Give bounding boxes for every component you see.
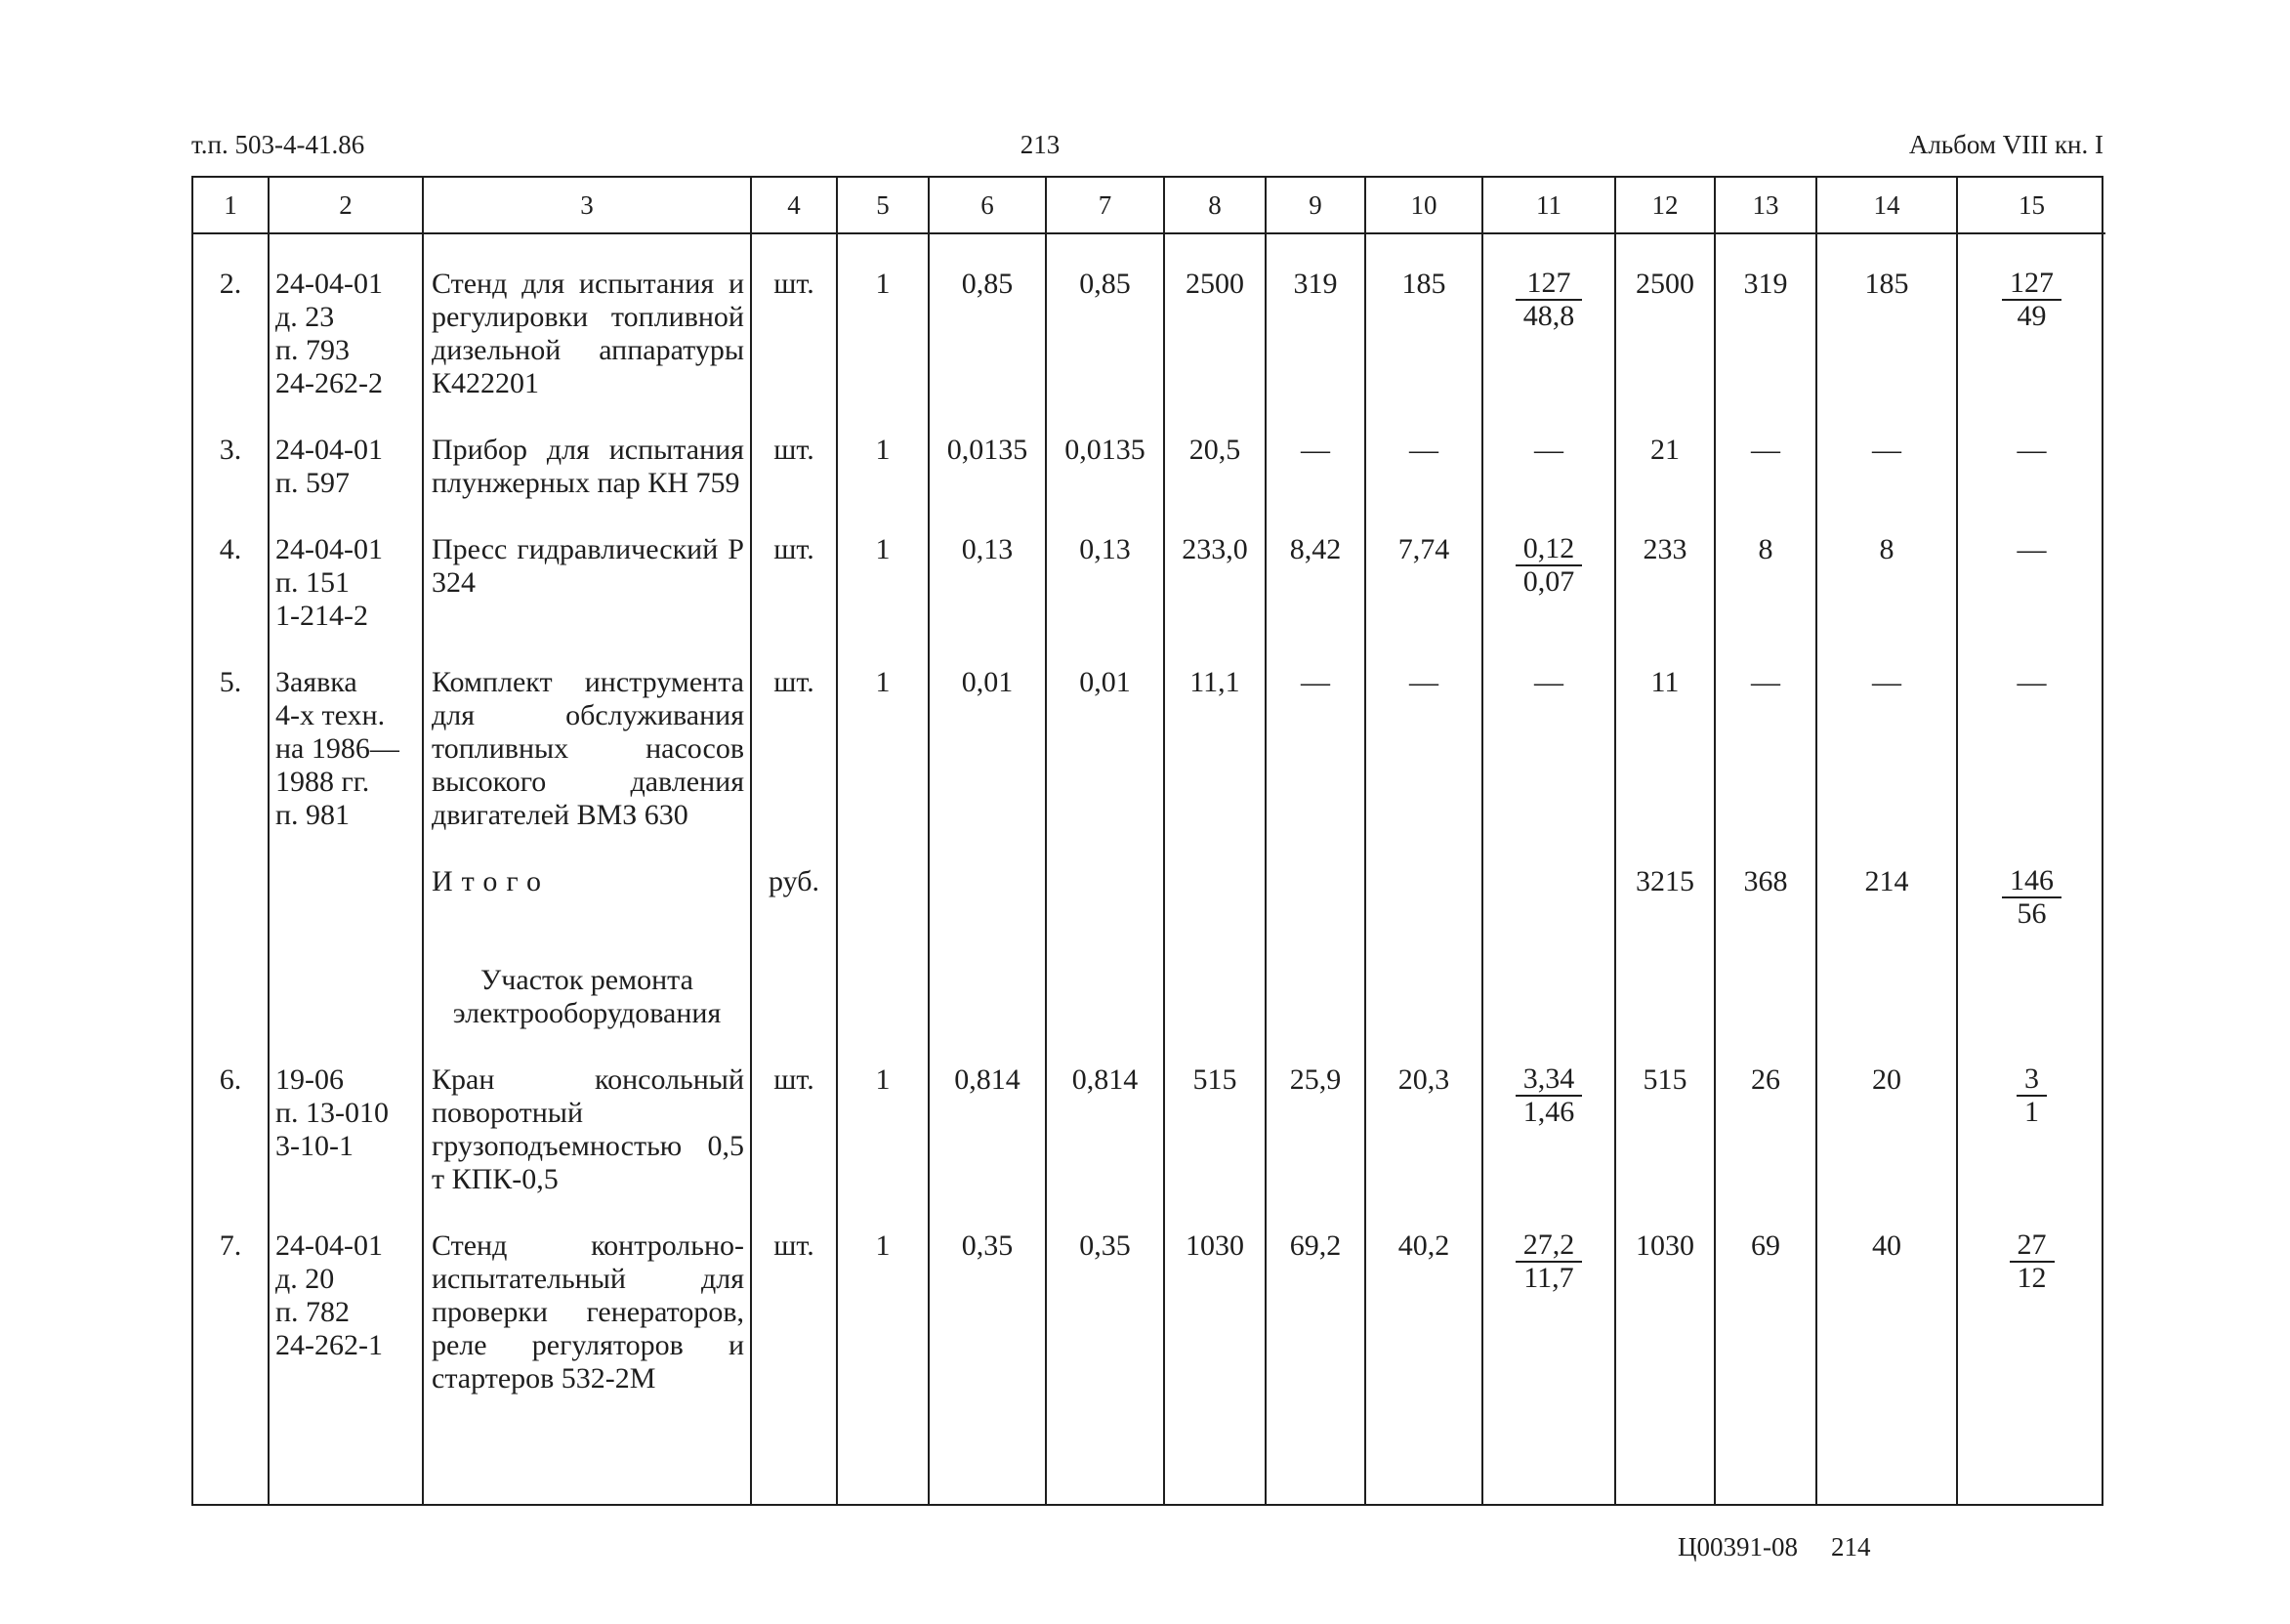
document-code: Ц00391-08 (1678, 1532, 1798, 1562)
total-cell-13: 368 (1715, 832, 1816, 931)
cell-11 (1482, 1196, 1615, 1395)
row-number: 6. (219, 1063, 242, 1096)
cell-12: 2500 (1615, 233, 1715, 400)
equipment-name: Стенд контрольно-испытательный для проверки генераторов, реле регуляторов и стартеров 532-2М (423, 1196, 751, 1395)
column-header: 12 (1615, 178, 1715, 233)
unit: шт. (751, 633, 837, 832)
price-code: 24-04-01 д. 23 п. 793 24-262-2 (269, 233, 423, 400)
equipment-table (191, 176, 2103, 1506)
quantity: 1 (837, 400, 929, 500)
price-code: 24-04-01 д. 20 п. 782 24-262-1 (269, 1196, 423, 1395)
row-number: 7. (219, 1229, 242, 1262)
cell-12: 11 (1615, 633, 1715, 832)
cell-6: 0,814 (929, 1030, 1046, 1196)
row-number: 2. (219, 268, 242, 300)
total-cell-12: 3215 (1615, 832, 1715, 931)
fraction-value: $\frac{146}{56}$ (2002, 865, 2061, 930)
album-label: Альбом VIII кн. I (1908, 130, 2103, 159)
section-title: Участок ремонта электрооборудования (423, 931, 751, 1030)
column-header: 7 (1046, 178, 1164, 233)
cell-10: 185 (1365, 233, 1482, 400)
column-header: 14 (1816, 178, 1957, 233)
cell-7: 0,01 (1046, 633, 1164, 832)
cell-7: 0,85 (1046, 233, 1164, 400)
column-header: 3 (423, 178, 751, 233)
column-header: 11 (1482, 178, 1615, 233)
unit: шт. (751, 400, 837, 500)
table-row (193, 1030, 2105, 1196)
document-designation: т.п. 503-4-41.86 (191, 130, 365, 159)
quantity: 1 (837, 500, 929, 633)
cell-14: 40 (1816, 1196, 1957, 1395)
cell-7: 0,13 (1046, 500, 1164, 633)
page-header (191, 125, 2103, 164)
cell-14: 185 (1816, 233, 1957, 400)
equipment-name: Комплект инструмента для обслуживания топливных насосов высокого давления двигателей ВМЗ 630 (423, 633, 751, 832)
cell-10: — (1365, 400, 1482, 500)
price-code: 19-06 п. 13-010 3-10-1 (269, 1030, 423, 1196)
cell-13: 26 (1715, 1030, 1816, 1196)
column-header: 10 (1365, 178, 1482, 233)
cell-12: 1030 (1615, 1196, 1715, 1395)
cell-13: 319 (1715, 233, 1816, 400)
fraction-value: $\frac{127}{49}$ (2002, 268, 2061, 332)
fraction-value: $\frac{3,34}{1,46}$ (1516, 1063, 1583, 1128)
cell-14: 8 (1816, 500, 1957, 633)
page-footer (1678, 1529, 1871, 1564)
row-number: 5. (219, 666, 242, 698)
cell-15: — (1957, 633, 2105, 832)
cell-15 (1957, 1030, 2105, 1196)
cell-15 (1957, 233, 2105, 400)
row-number: 4. (219, 533, 242, 565)
cell-8: 2500 (1164, 233, 1266, 400)
cell-14: — (1816, 633, 1957, 832)
total-cell-14: 214 (1816, 832, 1957, 931)
total-row (193, 832, 2105, 931)
fraction-value: $\frac{0,12}{0,07}$ (1516, 533, 1583, 598)
table-row (193, 1196, 2105, 1395)
fraction-value: $\frac{27}{12}$ (2010, 1229, 2055, 1294)
fraction-value: $\frac{127}{48,8}$ (1516, 268, 1583, 332)
table-row (193, 633, 2105, 832)
cell-11 (1482, 500, 1615, 633)
column-header: 6 (929, 178, 1046, 233)
cell-15: — (1957, 500, 2105, 633)
cell-13: 69 (1715, 1196, 1816, 1395)
cell-10: 7,74 (1365, 500, 1482, 633)
quantity: 1 (837, 1196, 929, 1395)
unit: шт. (751, 1030, 837, 1196)
equipment-name: Пресс гидравлический Р 324 (423, 500, 751, 633)
table-filler (193, 1395, 2105, 1504)
cell-6: 0,35 (929, 1196, 1046, 1395)
cell-11: — (1482, 400, 1615, 500)
cell-12: 233 (1615, 500, 1715, 633)
cell-15: — (1957, 400, 2105, 500)
column-header: 13 (1715, 178, 1816, 233)
section-row (193, 931, 2105, 1030)
table-row (193, 233, 2105, 400)
cell-8: 11,1 (1164, 633, 1266, 832)
cell-13: 8 (1715, 500, 1816, 633)
column-number-row (193, 178, 2105, 233)
column-header: 1 (193, 178, 269, 233)
cell-8: 1030 (1164, 1196, 1266, 1395)
footer-page-number: 214 (1831, 1532, 1871, 1562)
cell-6: 0,0135 (929, 400, 1046, 500)
cell-6: 0,13 (929, 500, 1046, 633)
cell-10: 20,3 (1365, 1030, 1482, 1196)
cell-13: — (1715, 400, 1816, 500)
cell-15 (1957, 1196, 2105, 1395)
column-header: 8 (1164, 178, 1266, 233)
cell-11: — (1482, 633, 1615, 832)
page-number: 213 (1020, 130, 1061, 159)
cell-7: 0,814 (1046, 1030, 1164, 1196)
quantity: 1 (837, 233, 929, 400)
cell-7: 0,35 (1046, 1196, 1164, 1395)
quantity: 1 (837, 633, 929, 832)
unit: шт. (751, 233, 837, 400)
unit: шт. (751, 500, 837, 633)
table-row (193, 400, 2105, 500)
column-header: 5 (837, 178, 929, 233)
quantity: 1 (837, 1030, 929, 1196)
row-number: 3. (219, 434, 242, 466)
price-code: 24-04-01 п. 597 (269, 400, 423, 500)
cell-14: — (1816, 400, 1957, 500)
cell-10: — (1365, 633, 1482, 832)
fraction-value: $\frac{3}{1}$ (2017, 1063, 2047, 1128)
equipment-name: Стенд для испытания и регулировки топливной дизельной аппаратуры К422201 (423, 233, 751, 400)
cell-13: — (1715, 633, 1816, 832)
cell-8: 20,5 (1164, 400, 1266, 500)
cell-12: 21 (1615, 400, 1715, 500)
cell-8: 233,0 (1164, 500, 1266, 633)
cell-8: 515 (1164, 1030, 1266, 1196)
column-header: 15 (1957, 178, 2105, 233)
cell-6: 0,85 (929, 233, 1046, 400)
price-code: 24-04-01 п. 151 1-214-2 (269, 500, 423, 633)
total-label: Итого (423, 832, 751, 931)
table-row (193, 500, 2105, 633)
cell-14: 20 (1816, 1030, 1957, 1196)
cell-9: 69,2 (1266, 1196, 1365, 1395)
cell-12: 515 (1615, 1030, 1715, 1196)
cell-9: — (1266, 400, 1365, 500)
total-unit: руб. (751, 832, 837, 931)
total-cell-15 (1957, 832, 2105, 931)
column-header: 4 (751, 178, 837, 233)
cell-7: 0,0135 (1046, 400, 1164, 500)
equipment-name: Прибор для испытания плунжерных пар КН 759 (423, 400, 751, 500)
cell-9: 319 (1266, 233, 1365, 400)
cell-6: 0,01 (929, 633, 1046, 832)
fraction-value: $\frac{27,2}{11,7}$ (1516, 1229, 1583, 1294)
column-header: 9 (1266, 178, 1365, 233)
cell-11 (1482, 233, 1615, 400)
price-code: Заявка 4-х техн. на 1986— 1988 гг. п. 981 (269, 633, 423, 832)
equipment-name: Кран консольный поворотный грузоподъемностью 0,5 т КПК-0,5 (423, 1030, 751, 1196)
cell-9: — (1266, 633, 1365, 832)
column-header: 2 (269, 178, 423, 233)
cell-9: 25,9 (1266, 1030, 1365, 1196)
cell-11 (1482, 1030, 1615, 1196)
cell-10: 40,2 (1365, 1196, 1482, 1395)
unit: шт. (751, 1196, 837, 1395)
cell-9: 8,42 (1266, 500, 1365, 633)
